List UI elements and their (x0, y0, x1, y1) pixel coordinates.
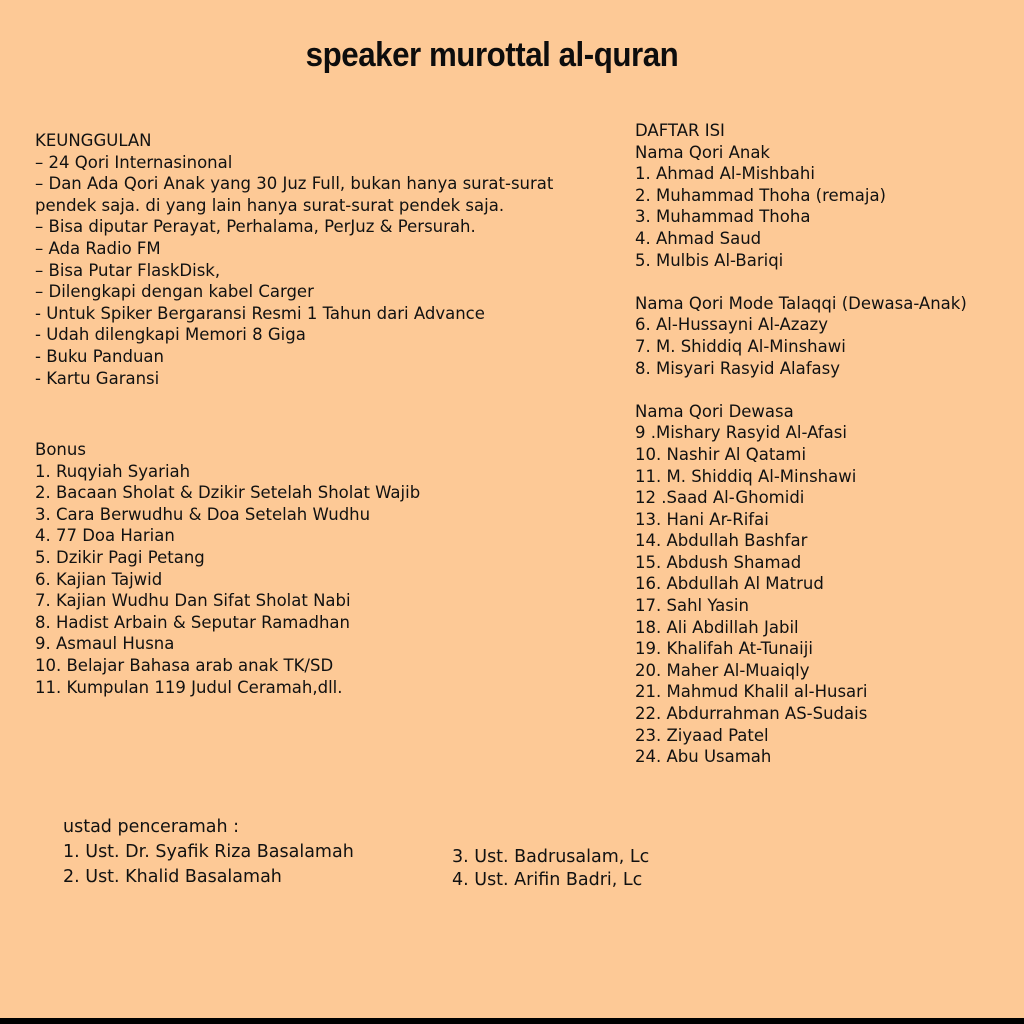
keunggulan-item: - Untuk Spiker Bergaransi Resmi 1 Tahun dari Advance (35, 303, 485, 323)
daftar-isi-section (635, 120, 967, 768)
keunggulan-item: – Bisa diputar Perayat, Perhalama, PerJuz & Persurah. (35, 217, 476, 237)
ustad-heading: ustad penceramah : (63, 817, 240, 837)
bonus-item: 2. Bacaan Sholat & Dzikir Setelah Sholat Wajib (35, 483, 421, 503)
qori-item: 6. Al-Hussayni Al-Azazy (635, 315, 828, 335)
qori-talaqqi-heading: Nama Qori Mode Talaqqi (Dewasa-Anak) (635, 293, 967, 313)
qori-item: 23. Ziyaad Patel (635, 725, 769, 745)
qori-item: 4. Ahmad Saud (635, 228, 762, 248)
qori-item: 24. Abu Usamah (635, 747, 772, 767)
qori-item: 22. Abdurrahman AS-Sudais (635, 704, 868, 724)
qori-item: 9 .Mishary Rasyid Al-Afasi (635, 423, 847, 443)
bonus-item: 7. Kajian Wudhu Dan Sifat Sholat Nabi (35, 591, 351, 611)
bonus-section (35, 439, 420, 698)
qori-item: 18. Ali Abdillah Jabil (635, 617, 799, 637)
qori-item: 3. Muhammad Thoha (635, 207, 811, 227)
ustad-section-right (452, 846, 649, 892)
qori-item: 15. Abdush Shamad (635, 552, 802, 572)
bonus-item: 6. Kajian Tajwid (35, 569, 163, 589)
keunggulan-item: – Dan Ada Qori Anak yang 30 Juz Full, bukan hanya surat-surat (35, 174, 554, 194)
bonus-item: 4. 77 Doa Harian (35, 526, 175, 546)
qori-item: 5. Mulbis Al-Bariqi (635, 250, 784, 270)
keunggulan-section (35, 130, 553, 389)
bonus-item: 11. Kumpulan 119 Judul Ceramah,dll. (35, 677, 343, 697)
bonus-heading: Bonus (35, 440, 86, 459)
page-title: speaker murottal al-quran (305, 36, 679, 74)
qori-item: 8. Misyari Rasyid Alafasy (635, 358, 841, 378)
qori-item: 7. M. Shiddiq Al-Minshawi (635, 336, 846, 356)
qori-anak-heading: Nama Qori Anak (635, 142, 770, 162)
ustad-section (63, 815, 354, 890)
qori-item: 20. Maher Al-Muaiqly (635, 660, 810, 680)
bonus-item: 3. Cara Berwudhu & Doa Setelah Wudhu (35, 504, 371, 524)
daftar-isi-heading: DAFTAR ISI (635, 121, 725, 140)
qori-item: 17. Sahl Yasin (635, 596, 749, 616)
bonus-item: 9. Asmaul Husna (35, 634, 175, 654)
keunggulan-heading: KEUNGGULAN (35, 131, 152, 150)
ustad-item: 2. Ust. Khalid Basalamah (63, 867, 282, 887)
keunggulan-item: – Bisa Putar FlaskDisk, (35, 260, 221, 280)
keunggulan-item: - Kartu Garansi (35, 368, 160, 388)
bonus-item: 5. Dzikir Pagi Petang (35, 547, 205, 567)
ustad-item: 3. Ust. Badrusalam, Lc (452, 847, 650, 867)
ustad-item: 4. Ust. Arifin Badri, Lc (452, 870, 643, 890)
keunggulan-item: – Dilengkapi dengan kabel Carger (35, 282, 314, 302)
keunggulan-item: - Udah dilengkapi Memori 8 Giga (35, 325, 306, 345)
qori-item: 1. Ahmad Al-Mishbahi (635, 164, 815, 184)
qori-item: 12 .Saad Al-Ghomidi (635, 488, 805, 508)
bottom-bar (0, 1018, 1024, 1024)
qori-item: 16. Abdullah Al Matrud (635, 574, 824, 594)
keunggulan-item: – Ada Radio FM (35, 238, 161, 258)
qori-item: 21. Mahmud Khalil al-Husari (635, 682, 868, 702)
qori-item: 13. Hani Ar-Rifai (635, 509, 769, 529)
qori-item: 2. Muhammad Thoha (remaja) (635, 185, 886, 205)
qori-item: 10. Nashir Al Qatami (635, 444, 807, 464)
ustad-item: 1. Ust. Dr. Syafik Riza Basalamah (63, 842, 354, 862)
bonus-item: 10. Belajar Bahasa arab anak TK/SD (35, 655, 334, 675)
keunggulan-item: – 24 Qori Internasinonal (35, 152, 233, 172)
qori-item: 11. M. Shiddiq Al-Minshawi (635, 466, 857, 486)
keunggulan-item: pendek saja. di yang lain hanya surat-surat pendek saja. (35, 195, 505, 215)
bonus-item: 1. Ruqyiah Syariah (35, 461, 191, 481)
qori-dewasa-heading: Nama Qori Dewasa (635, 401, 794, 421)
bonus-item: 8. Hadist Arbain & Seputar Ramadhan (35, 612, 350, 632)
qori-item: 14. Abdullah Bashfar (635, 531, 808, 551)
qori-item: 19. Khalifah At-Tunaiji (635, 639, 813, 659)
keunggulan-item: - Buku Panduan (35, 346, 165, 366)
